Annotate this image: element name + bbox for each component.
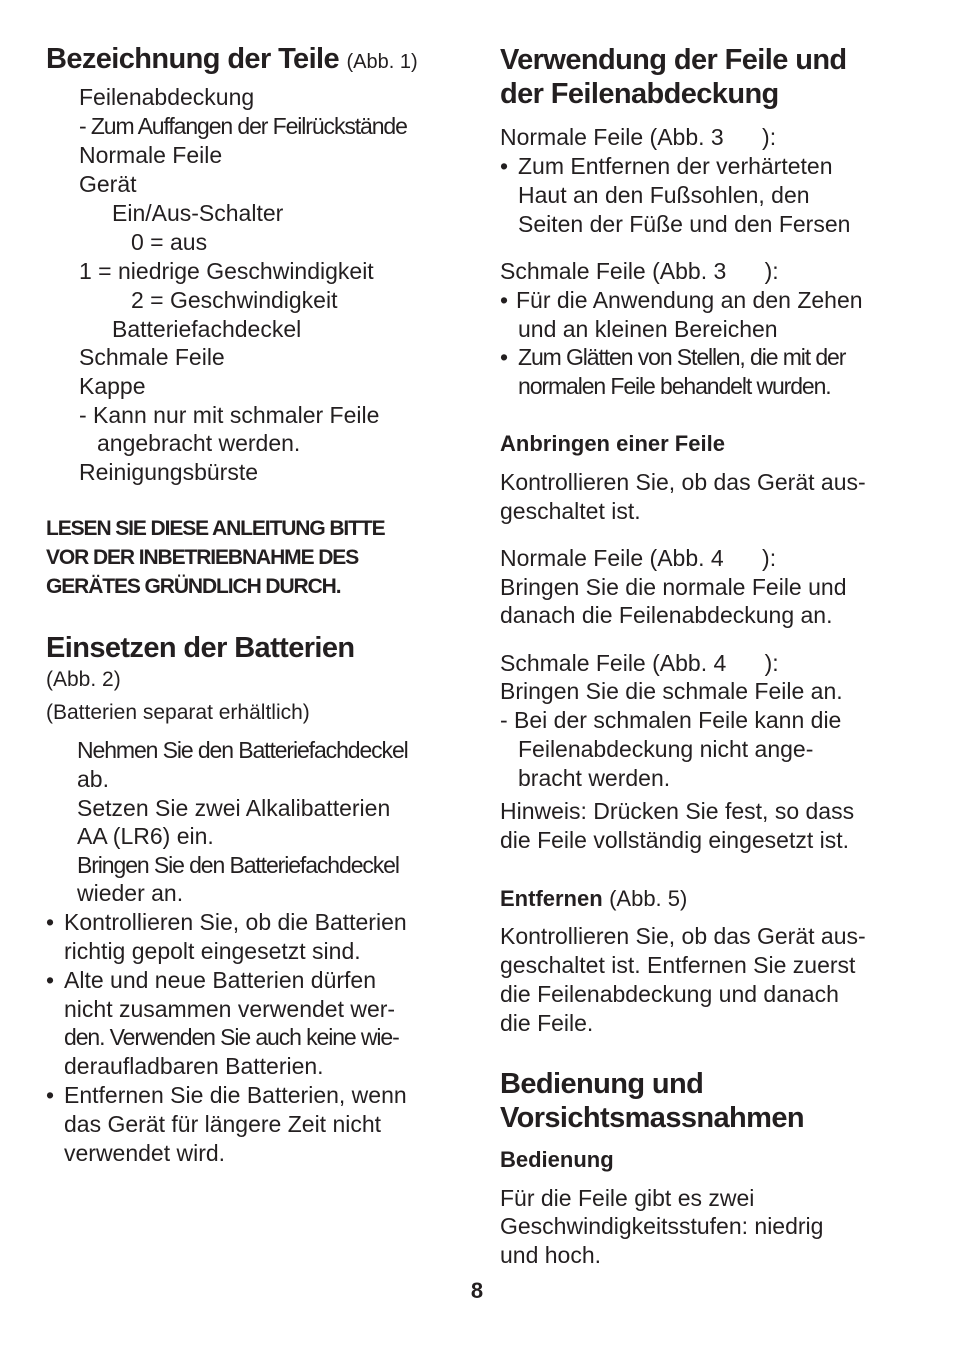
battery-step: ab. (77, 766, 109, 792)
parts-title-ref: (Abb. 1) (346, 51, 418, 73)
battery-step: AA (LR6) ein. (77, 823, 214, 849)
battery-bullet-line: Entfernen Sie die Batterien, wenn (64, 1082, 407, 1108)
attach-hint-line: Hinweis: Drücken Sie fest, so dass (500, 798, 855, 824)
usage-normal-label: Normale Feile (Abb. 3 ): (500, 124, 777, 150)
operation-title-line: Vorsichtsmassnahmen (500, 1102, 804, 1134)
attach-normal-line: danach die Feilenabdeckung an. (500, 602, 833, 628)
batteries-note: (Batterien separat erhältlich) (46, 701, 310, 724)
battery-bullet-line: Alte und neue Batterien dürfen (64, 967, 377, 993)
part-item: 1 = niedrige Geschwindigkeit (79, 258, 374, 284)
battery-bullet-line: deraufladbaren Batterien. (64, 1053, 324, 1079)
attach-check-line: Kontrollieren Sie, ob das Gerät aus- (500, 469, 866, 495)
remove-line: Kontrollieren Sie, ob das Gerät aus- (500, 923, 866, 949)
bullet-dot: • (46, 967, 55, 993)
part-item: Gerät (79, 171, 137, 197)
part-item: - Kann nur mit schmaler Feile (79, 402, 380, 428)
remove-ref: (Abb. 5) (609, 886, 688, 911)
usage-normal-line: Haut an den Fußsohlen, den (518, 182, 810, 208)
batteries-ref: (Abb. 2) (46, 668, 121, 691)
part-item: Batteriefachdeckel (112, 316, 302, 342)
page-number: 8 (470, 1278, 484, 1303)
usage-title-line: der Feilenabdeckung (500, 78, 779, 110)
usage-title-line: Verwendung der Feile und (500, 44, 847, 76)
usage-normal-line: Seiten der Füße und den Fersen (518, 211, 851, 237)
part-item: Schmale Feile (79, 344, 225, 370)
bullet-dot: • (500, 287, 509, 313)
battery-step: Nehmen Sie den Batteriefachdeckel (77, 737, 408, 763)
part-item: Normale Feile (79, 142, 223, 168)
parts-heading (46, 42, 418, 79)
attach-narrow-text: Bringen Sie die schmale Feile an. (500, 678, 843, 704)
part-item: Kappe (79, 373, 146, 399)
remove-line: die Feilenabdeckung und danach (500, 981, 839, 1007)
part-item: 2 = Geschwindigkeit (131, 287, 338, 313)
battery-bullet-line: verwendet wird. (64, 1140, 226, 1166)
operation-line: Für die Feile gibt es zwei (500, 1185, 755, 1211)
battery-bullet-line: den. Verwenden Sie auch keine wie- (64, 1024, 399, 1050)
bullet-dot: • (500, 153, 509, 179)
operation-line: und hoch. (500, 1242, 602, 1268)
part-item: 0 = aus (131, 229, 208, 255)
attach-normal-line: Bringen Sie die normale Feile und (500, 574, 847, 600)
remove-title: Entfernen (500, 886, 603, 911)
attach-narrow-label: Schmale Feile (Abb. 4 ): (500, 650, 779, 676)
battery-step: Setzen Sie zwei Alkalibatterien (77, 795, 391, 821)
remove-line: die Feile. (500, 1010, 594, 1036)
usage-narrow-line: Für die Anwendung an den Zehen (516, 287, 863, 313)
part-item: - Zum Auffangen der Feilrückstände (79, 113, 407, 139)
operation-title-line: Bedienung und (500, 1068, 704, 1100)
remove-line: geschaltet ist. Entfernen Sie zuerst (500, 952, 856, 978)
attach-narrow-note: bracht werden. (518, 765, 671, 791)
warning-line: LESEN SIE DIESE ANLEITUNG BITTE (46, 517, 385, 540)
part-item: Ein/Aus-Schalter (112, 200, 284, 226)
usage-normal-line: Zum Entfernen der verhärteten (518, 153, 833, 179)
warning-line: GERÄTES GRÜNDLICH DURCH. (46, 575, 341, 598)
battery-step: wieder an. (77, 880, 184, 906)
battery-bullet-line: richtig gepolt eingesetzt sind. (64, 938, 361, 964)
bullet-dot: • (500, 344, 509, 370)
bullet-dot: • (46, 909, 55, 935)
operation-line: Geschwindigkeitsstufen: niedrig (500, 1213, 824, 1239)
usage-narrow-line: und an kleinen Bereichen (518, 316, 778, 342)
operation-subtitle: Bedienung (500, 1147, 614, 1172)
usage-narrow-label: Schmale Feile (Abb. 3 ): (500, 258, 779, 284)
attach-narrow-note: Feilenabdeckung nicht ange- (518, 736, 814, 762)
usage-narrow-line: normalen Feile behandelt wurden. (518, 373, 831, 399)
battery-bullet-line: nicht zusammen verwendet wer- (64, 996, 396, 1022)
warning-line: VOR DER INBETRIEBNAHME DES (46, 546, 359, 569)
battery-bullet-line: das Gerät für längere Zeit nicht (64, 1111, 382, 1137)
attach-check-line: geschaltet ist. (500, 498, 641, 524)
batteries-title: Einsetzen der Batterien (46, 632, 355, 664)
remove-heading (500, 884, 687, 913)
part-item: Feilenabdeckung (79, 84, 255, 110)
attach-narrow-note: - Bei der schmalen Feile kann die (500, 707, 842, 733)
battery-step: Bringen Sie den Batteriefachdeckel (77, 852, 399, 878)
attach-title: Anbringen einer Feile (500, 431, 725, 456)
attach-hint-line: die Feile vollständig eingesetzt ist. (500, 827, 850, 853)
part-item: angebracht werden. (97, 430, 301, 456)
part-item: Reinigungsbürste (79, 459, 259, 485)
battery-bullet-line: Kontrollieren Sie, ob die Batterien (64, 909, 407, 935)
attach-normal-label: Normale Feile (Abb. 4 ): (500, 545, 777, 571)
parts-title: Bezeichnung der Teile (46, 43, 340, 75)
bullet-dot: • (46, 1082, 55, 1108)
usage-narrow-line: Zum Glätten von Stellen, die mit der (518, 344, 846, 370)
